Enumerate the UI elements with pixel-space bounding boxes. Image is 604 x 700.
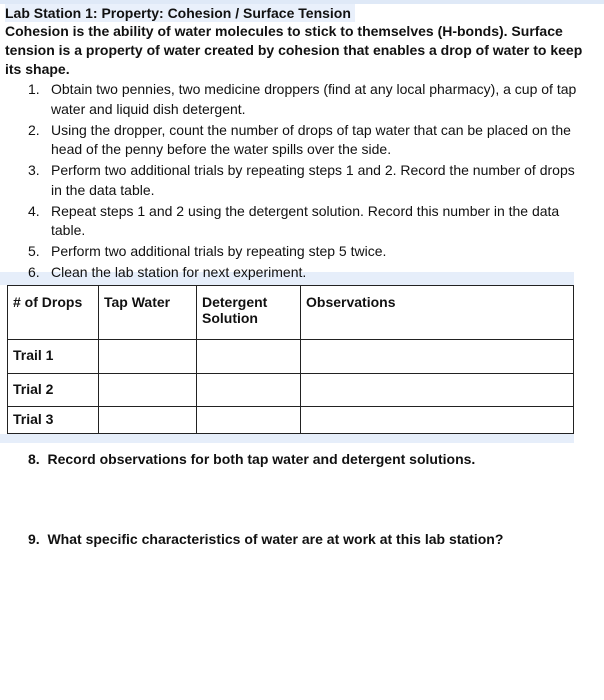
observations-cell[interactable] — [301, 407, 574, 434]
step-number: 5. — [28, 243, 40, 259]
step-number: 2. — [28, 121, 40, 138]
tap-water-cell[interactable] — [99, 374, 197, 407]
step-text: Perform two additional trials by repeating steps 1 and 2. Record the number of drops in the data table. — [51, 162, 575, 198]
step-item — [0, 80, 600, 119]
question-9 — [28, 531, 503, 547]
step-text: Using the dropper, count the number of drops of tap water that can be placed on the head of the penny before the water spills over the side. — [51, 121, 571, 157]
step-text: Clean the lab station for next experiment. — [51, 264, 307, 280]
table-row — [8, 340, 574, 374]
question-number: 8. — [28, 451, 40, 467]
step-number: 1. — [28, 81, 40, 97]
data-table — [7, 285, 574, 434]
question-number: 9. — [28, 531, 40, 547]
observations-cell[interactable] — [301, 374, 574, 407]
step-text: Perform two additional trials by repeating step 5 twice. — [51, 243, 387, 259]
detergent-cell[interactable] — [197, 340, 301, 374]
header-observations: Observations — [301, 286, 574, 340]
observations-cell[interactable] — [301, 340, 574, 374]
header-detergent: Detergent Solution — [197, 286, 301, 340]
question-text: What specific characteristics of water are at work at this lab station? — [47, 531, 504, 547]
tap-water-cell[interactable] — [99, 407, 197, 434]
step-item — [0, 263, 600, 283]
table-bottom-band — [0, 434, 574, 443]
step-item — [0, 121, 600, 160]
detergent-cell[interactable] — [197, 374, 301, 407]
question-8 — [28, 451, 475, 467]
tap-water-cell[interactable] — [99, 340, 197, 374]
question-text: Record observations for both tap water and detergent solutions. — [47, 451, 476, 467]
step-item — [0, 202, 600, 241]
procedure-steps — [0, 80, 600, 284]
step-text: Repeat steps 1 and 2 using the detergent solution. Record this number in the data table. — [51, 202, 560, 238]
detergent-cell[interactable] — [197, 407, 301, 434]
step-number: 3. — [28, 162, 40, 178]
step-text: Obtain two pennies, two medicine droppers (find at any local pharmacy), a cup of tap water and liquid dish detergent. — [51, 81, 577, 117]
step-item — [0, 161, 600, 200]
step-number: 4. — [28, 202, 40, 219]
row-label: Trial 2 — [8, 374, 99, 407]
step-item — [0, 242, 600, 262]
table-row — [8, 407, 574, 434]
step-number: 6. — [28, 264, 40, 280]
page-title: Lab Station 1: Property: Cohesion / Surface Tension — [5, 4, 355, 22]
row-label: Trial 3 — [8, 407, 99, 434]
header-drops: # of Drops — [8, 286, 99, 340]
row-label: Trail 1 — [8, 340, 99, 374]
header-tap-water: Tap Water — [99, 286, 197, 340]
table-header-row — [8, 286, 574, 340]
table-row — [8, 374, 574, 407]
intro-paragraph: Cohesion is the ability of water molecules to stick to themselves (H-bonds). Surface tension is a property of water created by cohesion that enables a drop of water to keep its shape. — [5, 23, 583, 77]
